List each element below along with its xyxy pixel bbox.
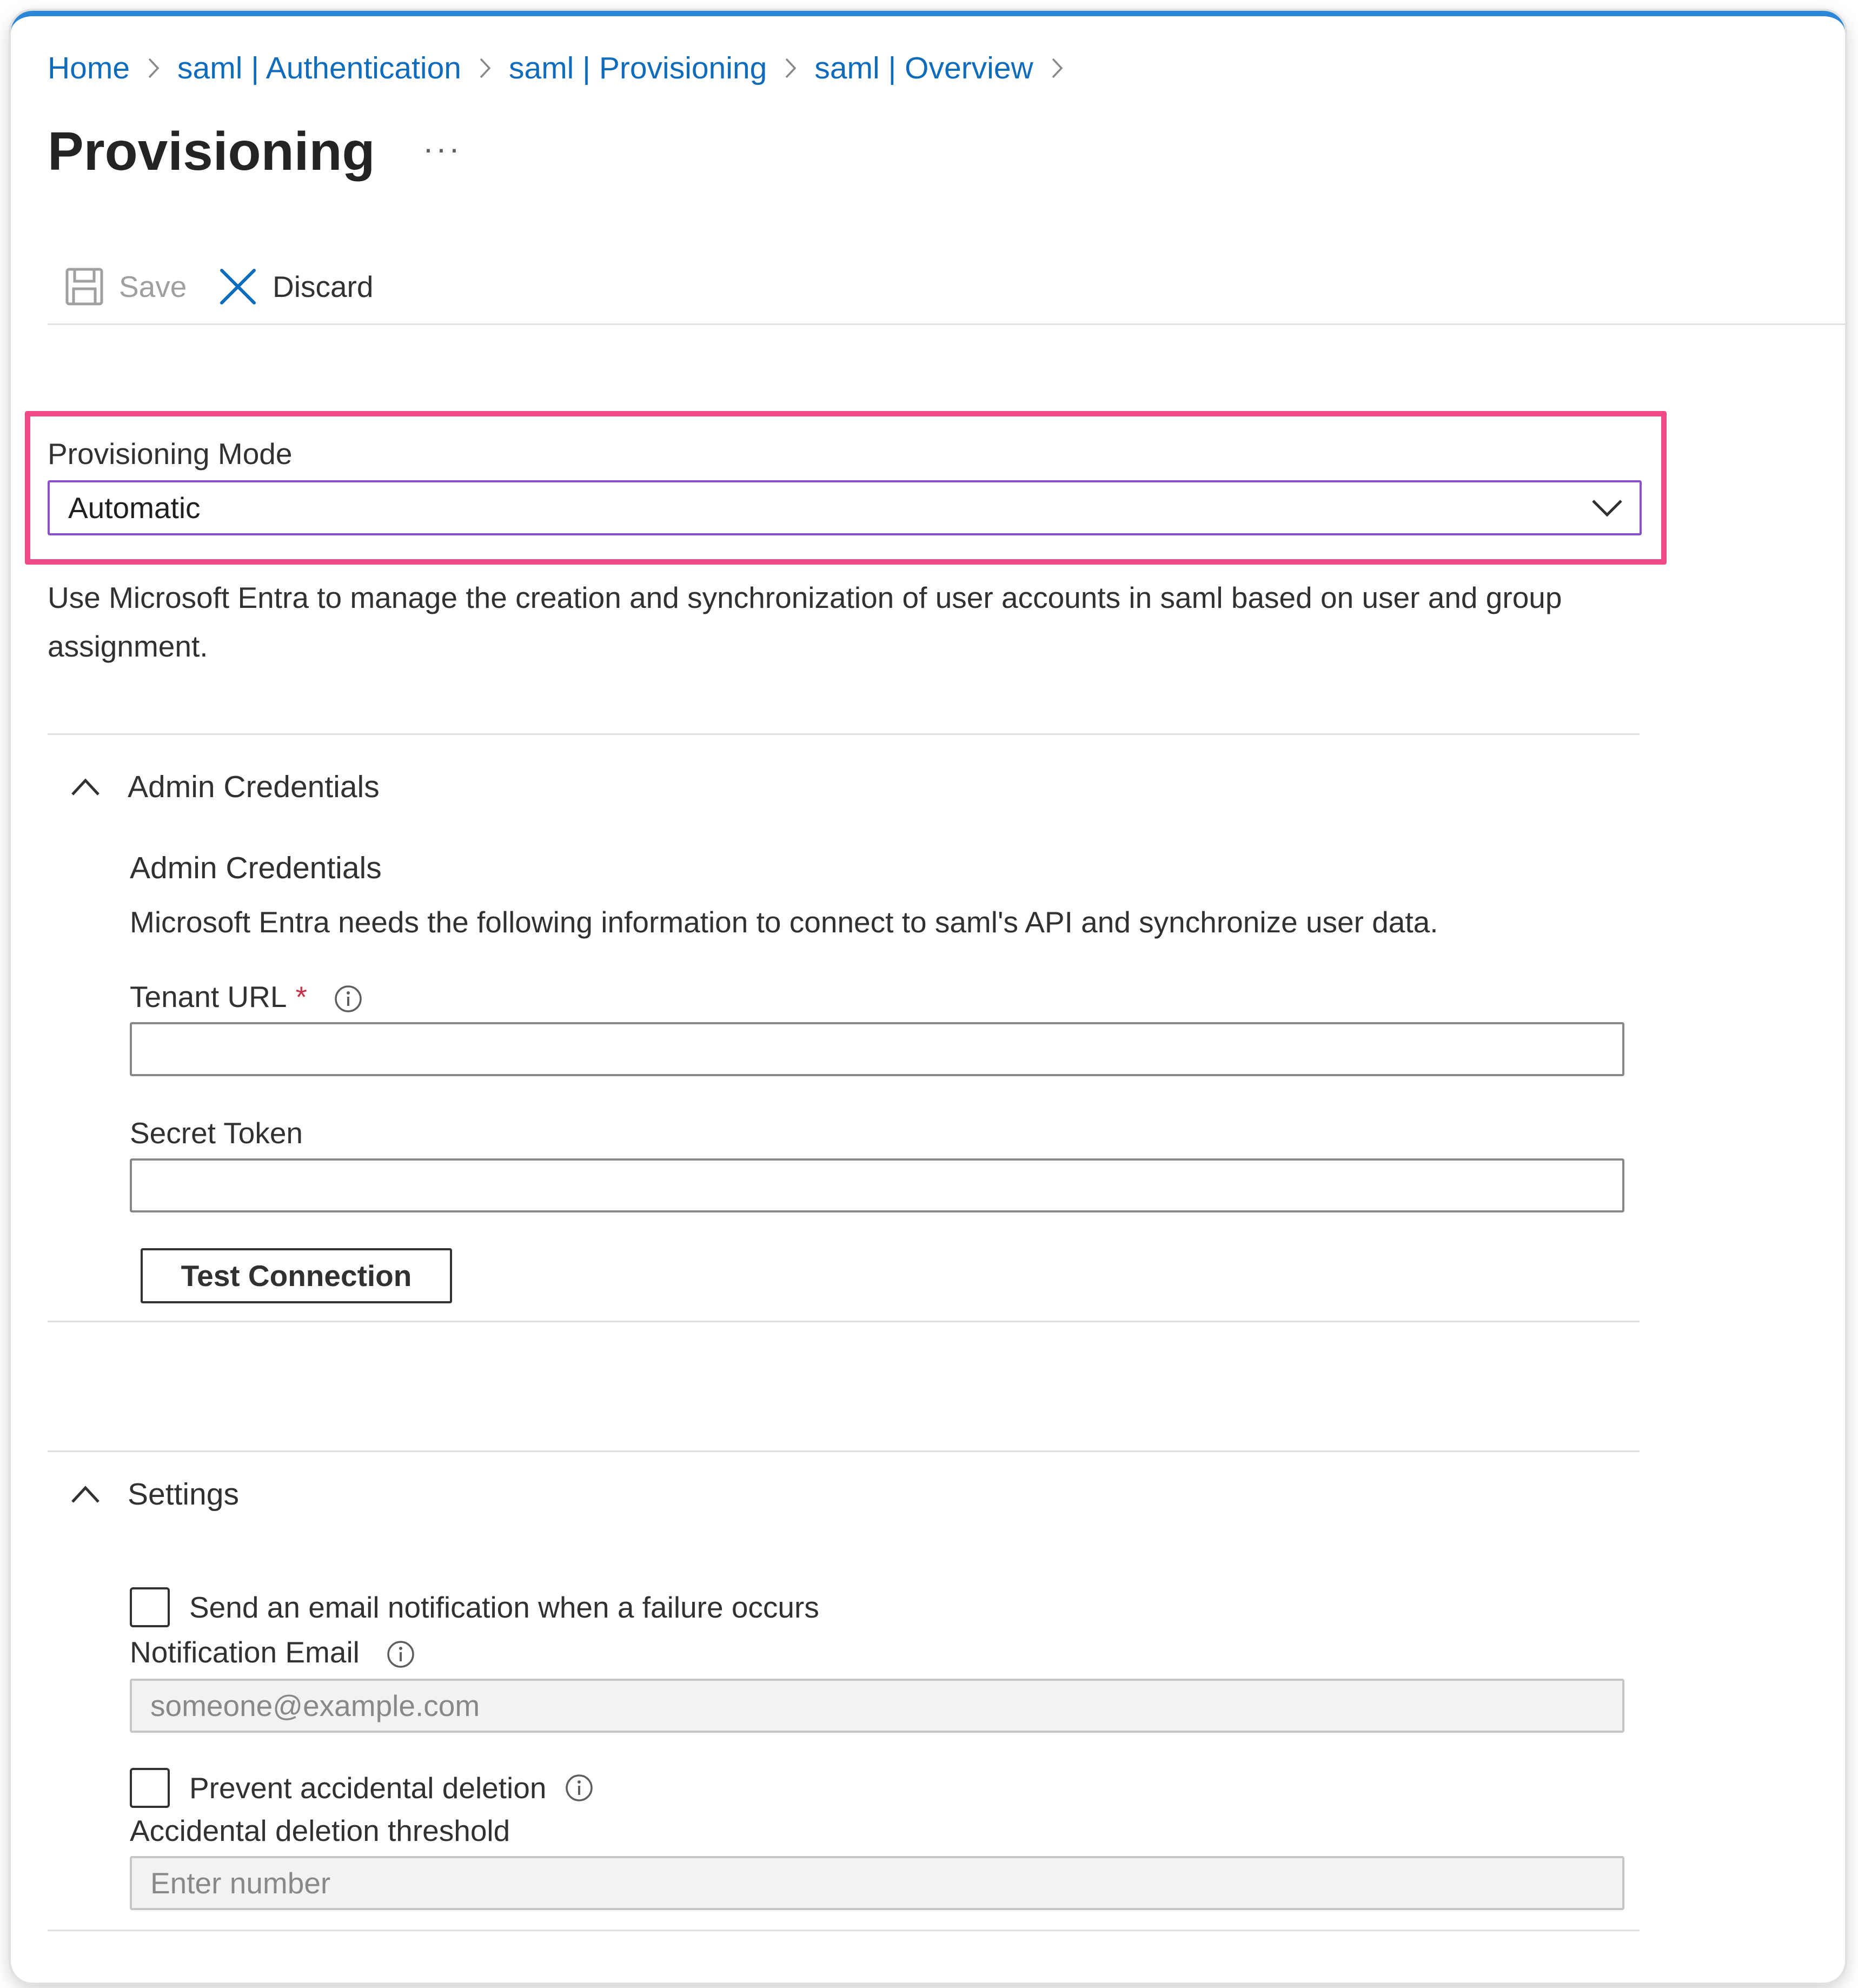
prevent-deletion-row bbox=[130, 1766, 594, 1810]
discard-label: Discard bbox=[273, 270, 374, 303]
tenant-url-label-text: Tenant URL bbox=[130, 980, 287, 1013]
info-icon[interactable] bbox=[334, 984, 363, 1013]
chevron-right-icon bbox=[130, 52, 177, 84]
page-title: Provisioning bbox=[48, 121, 375, 182]
provisioning-mode-label: Provisioning Mode bbox=[48, 437, 293, 471]
save-label: Save bbox=[119, 270, 187, 303]
settings-header-label: Settings bbox=[128, 1477, 239, 1512]
chevron-right-icon bbox=[1033, 52, 1081, 84]
tenant-url-label bbox=[130, 978, 363, 1016]
save-icon bbox=[65, 267, 104, 306]
section-divider bbox=[48, 1930, 1640, 1931]
breadcrumb-saml-authentication[interactable]: saml | Authentication bbox=[177, 51, 461, 85]
tenant-url-input[interactable] bbox=[130, 1022, 1624, 1076]
email-notification-checkbox[interactable] bbox=[130, 1587, 170, 1627]
admin-credentials-title: Admin Credentials bbox=[130, 851, 382, 885]
prevent-deletion-checkbox[interactable] bbox=[130, 1768, 170, 1808]
secret-token-label: Secret Token bbox=[130, 1116, 303, 1150]
notification-email-label-text: Notification Email bbox=[130, 1635, 360, 1669]
admin-credentials-description: Microsoft Entra needs the following information to connect to saml's API and synchronize user data. bbox=[130, 905, 1438, 939]
deletion-threshold-input[interactable] bbox=[130, 1856, 1624, 1910]
save-button[interactable] bbox=[65, 260, 187, 314]
portal-window bbox=[11, 11, 1845, 1983]
section-divider bbox=[48, 733, 1640, 735]
info-icon[interactable] bbox=[565, 1773, 594, 1803]
chevron-down-icon bbox=[1591, 494, 1623, 521]
info-icon[interactable] bbox=[386, 1640, 415, 1669]
provisioning-mode-select[interactable] bbox=[48, 480, 1642, 535]
breadcrumb-home[interactable]: Home bbox=[48, 51, 130, 85]
more-options-button[interactable]: ··· bbox=[423, 130, 462, 167]
breadcrumb-saml-overview[interactable]: saml | Overview bbox=[814, 51, 1033, 85]
notification-email-input[interactable] bbox=[130, 1679, 1624, 1733]
section-divider bbox=[48, 1450, 1640, 1452]
admin-credentials-header[interactable] bbox=[70, 763, 380, 811]
required-marker: * bbox=[295, 980, 307, 1013]
settings-header[interactable] bbox=[70, 1470, 239, 1519]
notification-email-label bbox=[130, 1633, 415, 1671]
discard-button[interactable] bbox=[218, 260, 373, 314]
chevron-up-icon bbox=[70, 1483, 101, 1505]
close-icon bbox=[218, 267, 257, 306]
chevron-right-icon bbox=[461, 52, 509, 84]
provisioning-mode-value: Automatic bbox=[68, 491, 201, 525]
chevron-up-icon bbox=[70, 776, 101, 798]
provisioning-mode-description: Use Microsoft Entra to manage the creation and synchronization of user accounts in saml based on user and group assignment. bbox=[48, 581, 1562, 663]
breadcrumb bbox=[48, 47, 1081, 90]
deletion-threshold-label: Accidental deletion threshold bbox=[130, 1814, 510, 1847]
email-notification-label: Send an email notification when a failure occurs bbox=[189, 1591, 819, 1624]
section-divider bbox=[48, 1321, 1640, 1322]
chevron-right-icon bbox=[767, 52, 814, 84]
admin-credentials-header-label: Admin Credentials bbox=[128, 770, 380, 804]
breadcrumb-saml-provisioning[interactable]: saml | Provisioning bbox=[509, 51, 767, 85]
prevent-deletion-label: Prevent accidental deletion bbox=[189, 1771, 547, 1805]
secret-token-input[interactable] bbox=[130, 1158, 1624, 1212]
email-notification-row bbox=[130, 1586, 819, 1629]
toolbar-divider bbox=[48, 323, 1845, 325]
test-connection-button[interactable]: Test Connection bbox=[141, 1248, 452, 1303]
